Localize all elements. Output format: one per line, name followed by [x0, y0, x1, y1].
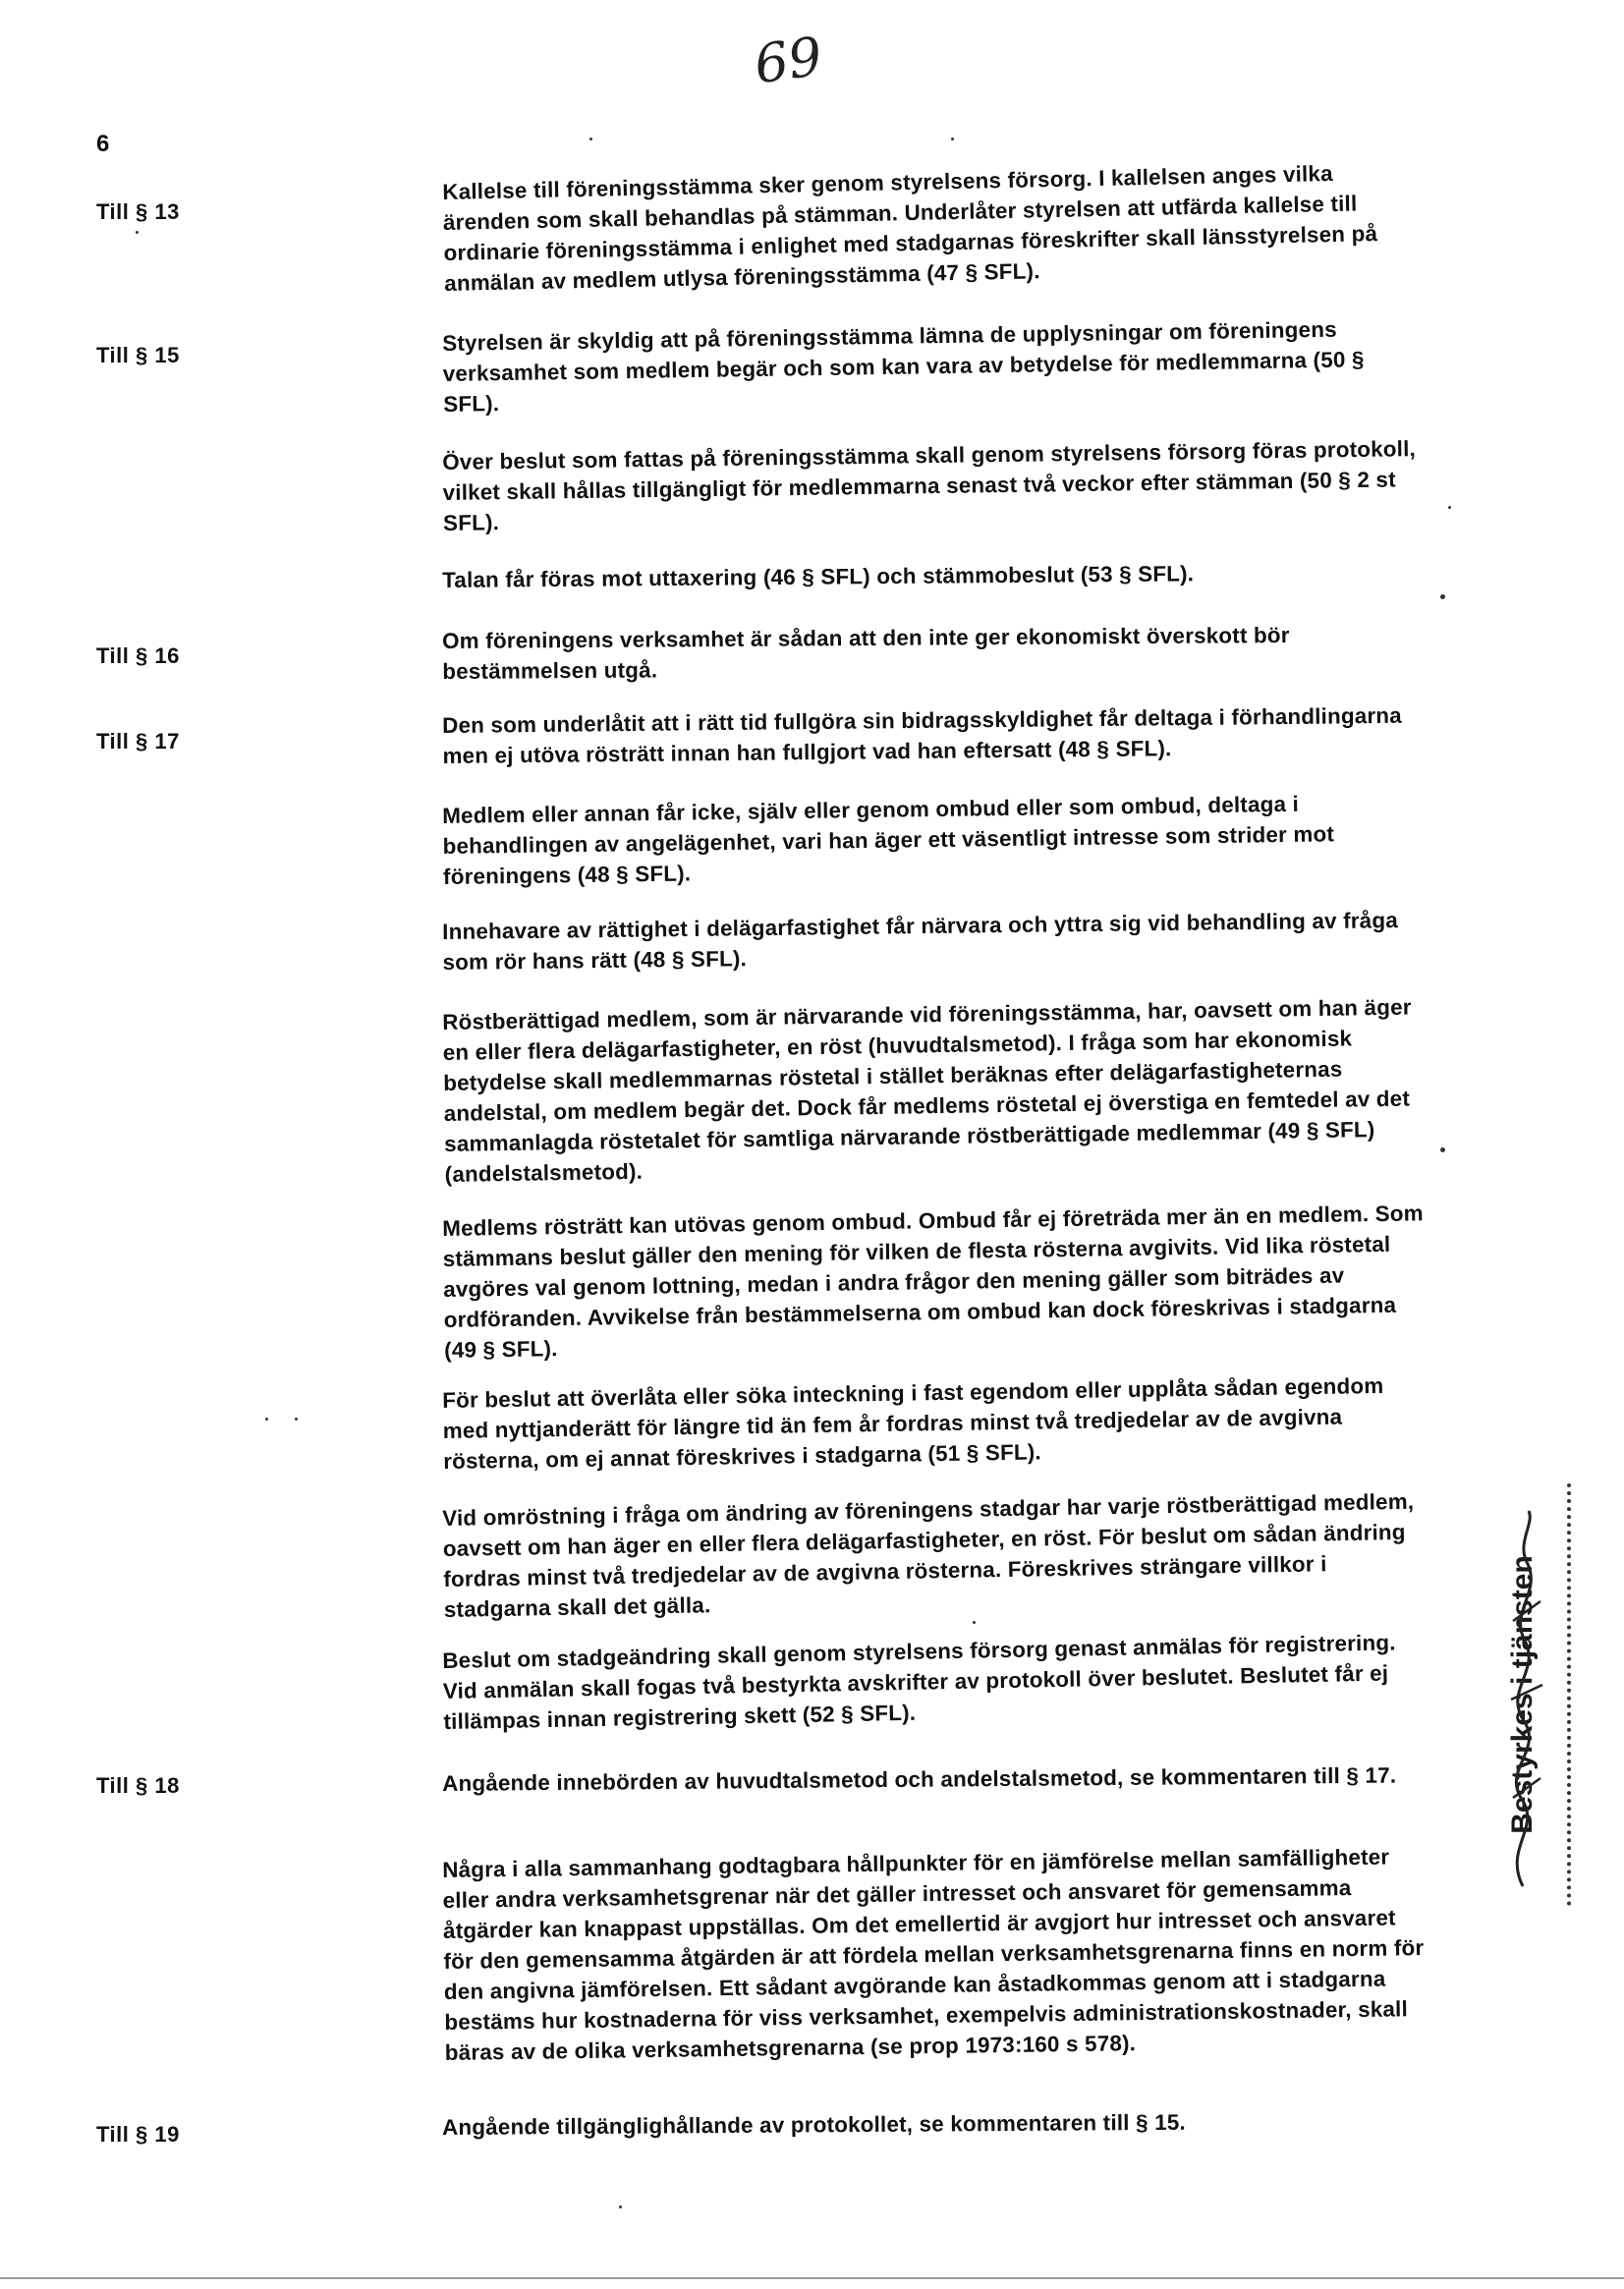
- scan-speck: [295, 1418, 298, 1421]
- paragraph: Den som underlåtit att i rätt tid fullgöra sin bidragsskyldighet får deltaga i förhandlingarna men ej utöva rösträtt innan han fullgjort vad han eftersatt (48 § SFL).: [442, 702, 1402, 768]
- paragraph: Angående innebörden av huvudtalsmetod och andelstalsmetod, se kommentaren till § 17.: [442, 1762, 1397, 1796]
- section-label: Till § 18: [96, 1773, 180, 1798]
- signature-image: [1484, 1503, 1562, 1896]
- paragraph: Medlem eller annan får icke, själv eller genom ombud eller som ombud, deltaga i behandlingen av angelägenhet, vari han äger ett väsentligt intresse som strider mot föreningens (48 § SFL).: [442, 791, 1335, 889]
- stamp-dotted-line: [1567, 1483, 1575, 1906]
- handwritten-page-number: 69: [750, 25, 826, 96]
- stamp-text: Bestyrkes i tjänsten: [1506, 1555, 1539, 1834]
- paragraph: Över beslut som fattas på föreningsstämma skall genom styrelsens försorg föras protokoll, vilket skall hållas tillgängligt för medlemmarna senast två veckor efter stämman (50 § 2 st SFL).: [442, 436, 1417, 535]
- scan-speck: [619, 2205, 622, 2208]
- scan-speck: [136, 231, 139, 234]
- section-label: Till § 13: [96, 199, 180, 224]
- paragraph: Röstberättigad medlem, som är närvarande vid föreningsstämma, har, oavsett om han äger en eller flera delägarfastigheter, en röst (huvudtalsmetod). I fråga som har ekonomisk betydelse skall medlemmarnas röstetal i stället beräknas efter delägarfastigheternas andelstal, om medlem begär det. Dock får medlems röstetal ej överstiga en femtedel av det sammanlagda röstetalet för samtliga närvarande röstberättigade medlemmar (49 § SFL) (andelstalsmetod).: [442, 994, 1412, 1187]
- section-label: Till § 15: [96, 343, 180, 367]
- paragraph: Angående tillgänglighållande av protokollet, se kommentaren till § 15.: [442, 2109, 1186, 2140]
- paragraph: Medlems rösträtt kan utövas genom ombud. Ombud får ej företräda mer än en medlem. Som stämmans beslut gäller den mening för vilken de flesta rösterna avgivits. Vid lika röstetal avgöres val genom lottning, medan i andra frågor den mening gäller som biträdes av ordföranden. Avvikelse från bestämmelserna om ombud kan dock föreskrivas i stadgarna (49 § SFL).: [442, 1200, 1424, 1363]
- section-label: Till § 19: [96, 2122, 180, 2147]
- paragraph: Beslut om stadgeändring skall genom styrelsens försorg genast anmälas för registrering. Vid anmälan skall fogas två bestyrkta avskrifter av protokoll över beslutet. Beslutet får ej tillämpas innan registrering skett (52 § SFL).: [442, 1630, 1396, 1734]
- scan-speck: [1440, 1147, 1445, 1152]
- paragraph: Talan får föras mot uttaxering (46 § SFL) och stämmobeslut (53 § SFL).: [442, 561, 1195, 592]
- paragraph: Kallelse till föreningsstämma sker genom styrelsens försorg. I kallelsen anges vilka ärenden som skall behandlas på stämman. Underlåter styrelsen att utfärda kallelse till ordinarie föreningsstämma i enlighet med stadgarnas föreskrifter skall länsstyrelsen på anmälan av medlem utlysa föreningsstämma (47 § SFL).: [442, 161, 1378, 296]
- scan-speck: [973, 1621, 976, 1624]
- scan-speck: [951, 138, 954, 140]
- paragraph: Styrelsen är skyldig att på föreningsstämma lämna de upplysningar om föreningens verksamhet som medlem begär och som kan vara av betydelse för medlemmarna (50 § SFL).: [442, 316, 1365, 417]
- section-label: Till § 16: [96, 643, 180, 668]
- scan-speck: [589, 138, 592, 140]
- scan-speck: [1448, 506, 1451, 509]
- certification-stamp: [1454, 1483, 1592, 1906]
- scan-bottom-edge: [0, 2277, 1624, 2279]
- paragraph: För beslut att överlåta eller söka inteckning i fast egendom eller upplåta sådan egendom med nyttjanderätt för längre tid än fem år fordras minst två tredjedelar av de avgivna rösterna, om ej annat föreskrives i stadgarna (51 § SFL).: [442, 1372, 1384, 1474]
- scan-speck: [1440, 594, 1445, 599]
- paragraph: Några i alla sammanhang godtagbara hållpunkter för en jämförelse mellan samfälligheter eller andra verksamhetsgrenar när det gäller intresset och ansvaret för gemensamma åtgärder kan knappast uppställas. Om det emellertid är avgjort hur intresset och ansvaret för den gemensamma åtgärden är att fördela mellan verksamhetsgrenarna finns en norm för den angivna jämförelsen. Ett sådant avgörande kan åstadkommas genom att i stadgarna bestäms hur kostnaderna för viss verksamhet, exempelvis administrationskostnader, skall bäras av de olika verksamhetsgrenarna (se prop 1973:160 s 578).: [442, 1844, 1425, 2065]
- paragraph: Innehavare av rättighet i delägarfastighet får närvara och yttra sig vid behandling av fråga som rör hans rätt (48 § SFL).: [442, 908, 1399, 975]
- paragraph: Vid omröstning i fråga om ändring av föreningens stadgar har varje röstberättigad medlem, oavsett om han äger en eller flera delägarfastigheter, en röst. För beslut om sådan ändring fordras minst två tredjedelar av de avgivna rösterna. Föreskrives strängare villkor i stadgarna skall det gälla.: [442, 1488, 1415, 1622]
- scan-speck: [265, 1418, 268, 1421]
- paragraph: Om föreningens verksamhet är sådan att den inte ger ekonomiskt överskott bör bestämmelsen utgå.: [442, 622, 1290, 684]
- section-label: Till § 17: [96, 729, 180, 754]
- page-number: 6: [96, 131, 110, 157]
